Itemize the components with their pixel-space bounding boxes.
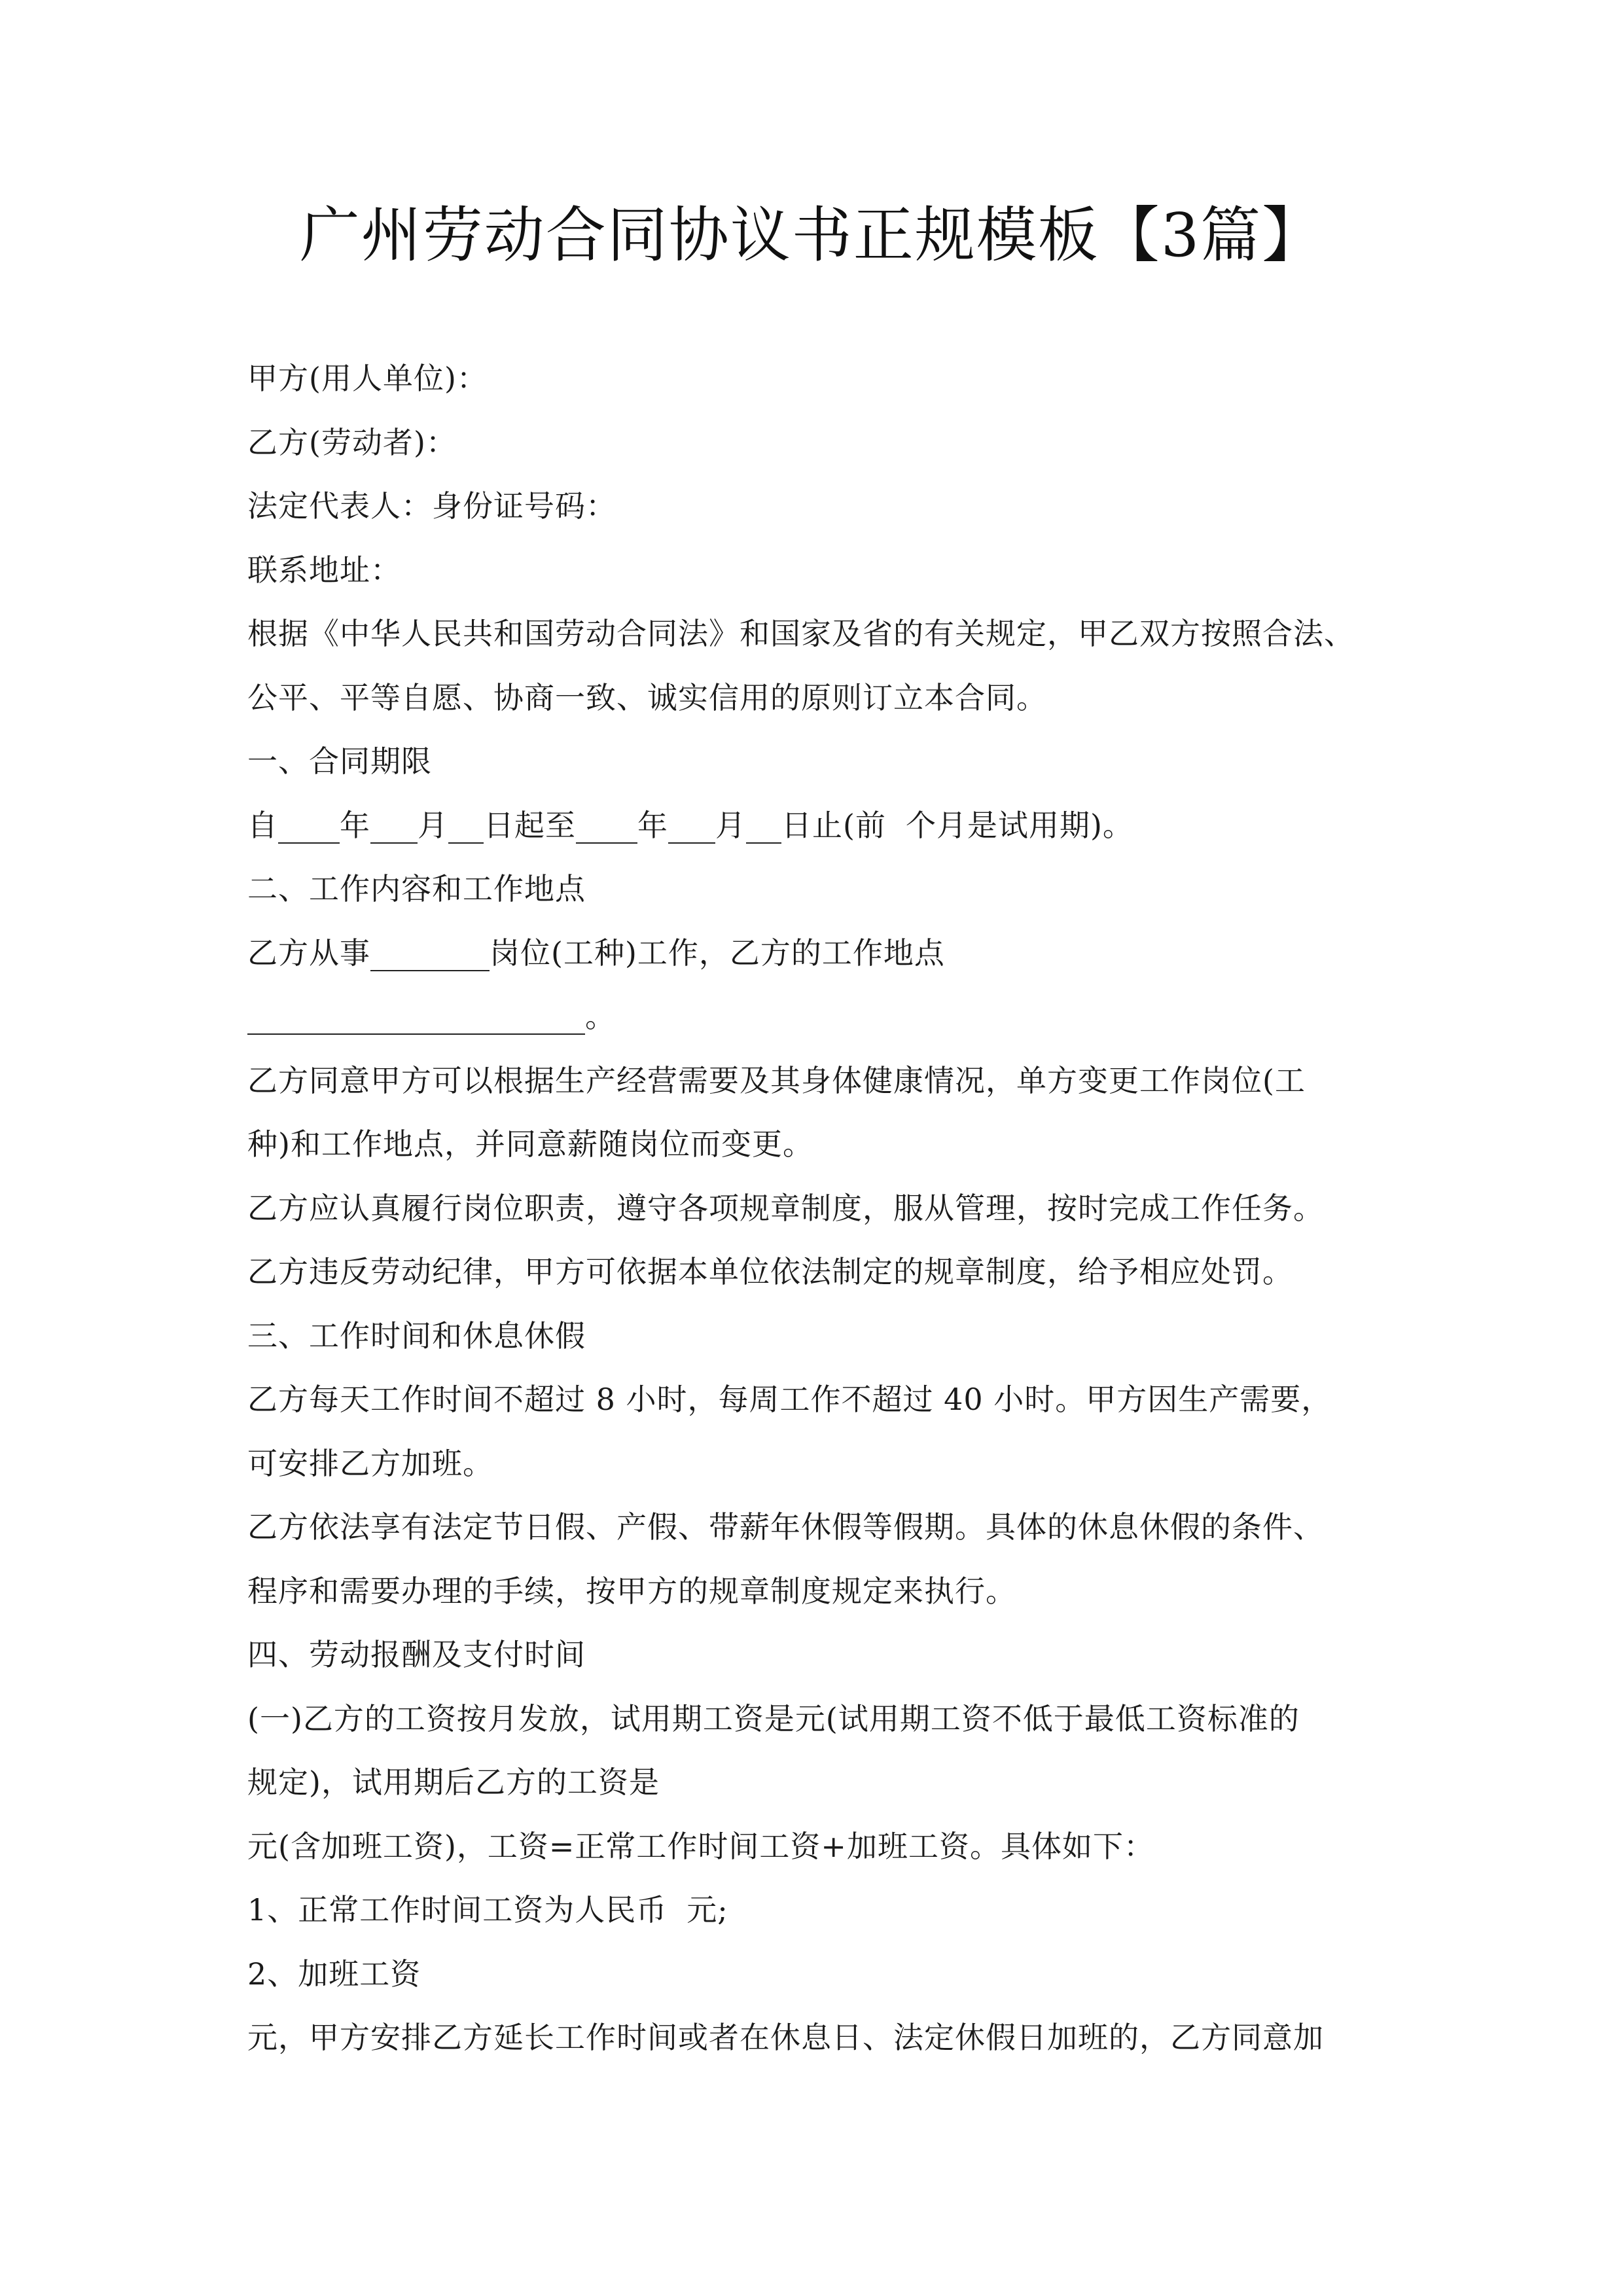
post-text-engaged: 乙方从事 [247, 935, 370, 971]
section-1-heading: 一、合同期限 [247, 744, 432, 779]
workplace-blank [247, 996, 585, 1035]
section-3-heading: 三、工作时间和休息休假 [247, 1318, 586, 1354]
section-4-heading: 四、劳动报酬及支付时间 [247, 1637, 586, 1672]
post-line [247, 922, 1399, 986]
basis-paragraph-line-2: 公平、平等自愿、协商一致、诚实信用的原则订立本合同。 [247, 679, 1047, 715]
end-day-blank [746, 804, 781, 844]
post-blank [370, 932, 490, 971]
basis-paragraph-line-1: 根据《中华人民共和国劳动合同法》和国家及省的有关规定，甲乙双方按照合法、 [247, 616, 1355, 651]
term-text-probation: 个月是试用期)。 [905, 807, 1133, 843]
discipline-line: 乙方违反劳动纪律，甲方可依据本单位依法制定的规章制度，给予相应处罚。 [247, 1254, 1293, 1289]
address-line: 联系地址： [247, 552, 401, 588]
pay-paragraph-line-2: 规定)，试用期后乙方的工资是 [247, 1765, 660, 1800]
document-body [247, 347, 1399, 2070]
term-text-from: 自 [247, 807, 278, 843]
start-day-blank [448, 804, 484, 844]
start-year-blank [278, 804, 340, 844]
pay-item-1-line [247, 1878, 1399, 1943]
leave-paragraph-line-2: 程序和需要办理的手续，按甲方的规章制度规定来执行。 [247, 1573, 1016, 1609]
workplace-end-mark: 。 [585, 999, 616, 1034]
change-paragraph-line-2: 种)和工作地点，并同意薪随岗位而变更。 [247, 1126, 813, 1162]
workplace-line [247, 985, 1399, 1049]
party-a-line: 甲方(用人单位)： [247, 361, 488, 396]
pay-paragraph-line-3: 元(含加班工资)，工资=正常工作时间工资+加班工资。具体如下： [247, 1828, 1154, 1864]
end-month-blank [668, 804, 715, 844]
pay-item-2-line: 2、加班工资 [247, 1956, 421, 1992]
pay-paragraph-line-1: (一)乙方的工资按月发放，试用期工资是元(试用期工资不低于最低工资标准的 [247, 1700, 1300, 1736]
section-2-heading: 二、工作内容和工作地点 [247, 871, 586, 906]
end-year-blank [576, 804, 637, 844]
pay-item-1-text: 1、正常工作时间工资为人民币 [247, 1892, 668, 1928]
term-text-month: 月 [418, 807, 448, 843]
term-text-year-2: 年 [637, 807, 668, 843]
document-title: 广州劳动合同协议书正规模板【3篇】 [299, 200, 1324, 270]
term-text-end: 日止(前 [781, 807, 886, 843]
start-month-blank [370, 804, 418, 844]
working-hours-line-2: 可安排乙方加班。 [247, 1445, 493, 1481]
party-b-line: 乙方(劳动者)： [247, 424, 457, 460]
term-text-until: 日起至 [484, 807, 576, 843]
overtime-paragraph-line: 元，甲方安排乙方延长工作时间或者在休息日、法定休假日加班的，乙方同意加 [247, 2020, 1324, 2055]
legal-representative-line: 法定代表人：身份证号码： [247, 488, 616, 524]
term-text-month-2: 月 [715, 807, 746, 843]
term-text-year: 年 [340, 807, 370, 843]
change-paragraph-line-1: 乙方同意甲方可以根据生产经营需要及其身体健康情况，单方变更工作岗位(工 [247, 1062, 1306, 1098]
leave-paragraph-line-1: 乙方依法享有法定节日假、产假、带薪年休假等假期。具体的休息休假的条件、 [247, 1509, 1324, 1545]
post-text-workplace: 岗位(工种)工作，乙方的工作地点 [490, 935, 945, 971]
contract-term-line [247, 794, 1399, 858]
duty-line: 乙方应认真履行岗位职责，遵守各项规章制度，服从管理，按时完成工作任务。 [247, 1190, 1324, 1226]
working-hours-line-1: 乙方每天工作时间不超过 8 小时，每周工作不超过 40 小时。甲方因生产需要， [247, 1382, 1332, 1417]
pay-item-1-unit: 元; [687, 1892, 728, 1928]
